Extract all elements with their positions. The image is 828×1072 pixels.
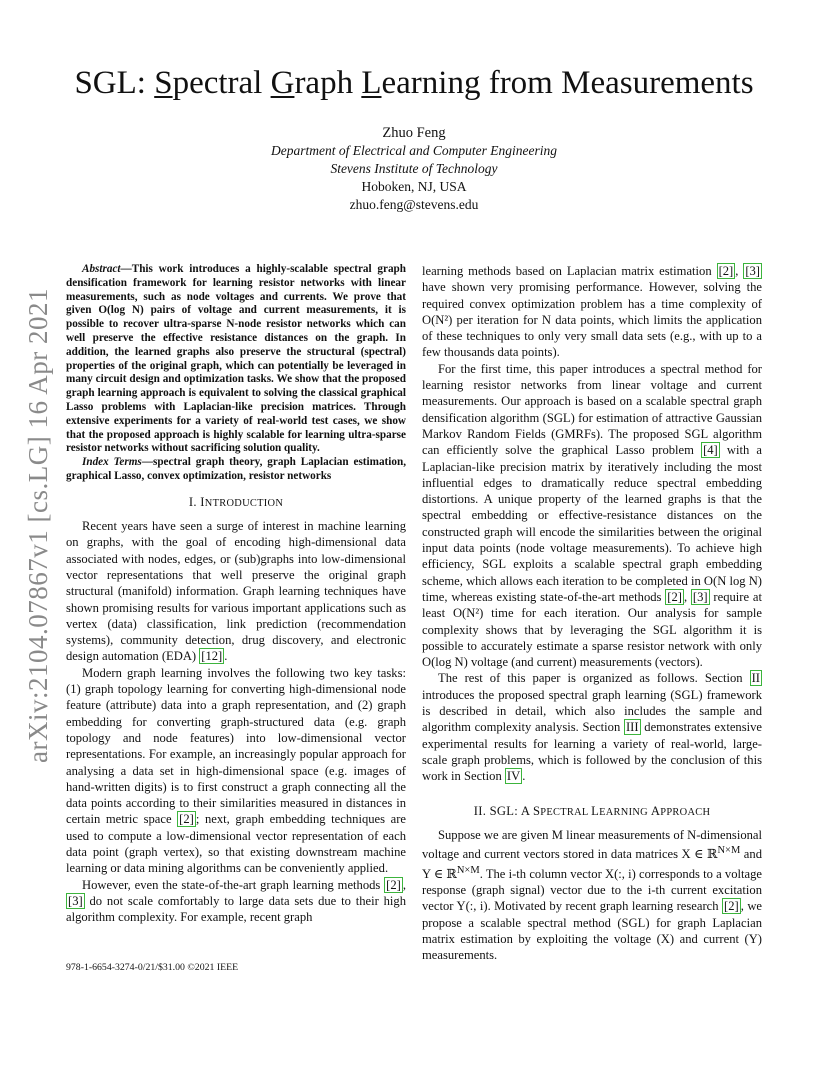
title-part: raph <box>294 65 362 101</box>
paragraph-text: . The i-th column vector X(:, i) corresponds to a voltage response (graph signal) vector due to the i-th current excitation vector Y(:, i). Motivated by recent graph learning research <box>422 866 762 914</box>
intro-paragraph-2 <box>66 665 406 877</box>
heading-text: II. SGL: A <box>473 803 533 818</box>
author-block <box>40 124 788 214</box>
left-column <box>66 263 406 925</box>
paragraph-text: The rest of this paper is organized as follows. Section <box>438 671 750 686</box>
paragraph-text: , <box>402 877 406 892</box>
citation-link[interactable]: [3] <box>692 589 708 604</box>
paragraph-text: introduces the proposed spectral graph learning (SGL) framework is described in detail, which also includes the sample and algorithm complexity analysis. Section <box>422 687 762 735</box>
citation-link[interactable]: [2] <box>724 899 739 914</box>
paragraph-text: demonstrates extensive experimental results for learning a variety of real-world, large-scale graph problems, which is followed by the conclusion of this work in Section <box>422 720 762 784</box>
abstract-text: —This work introduces a highly-scalable spectral graph densification framework for learning resistor networks with linear measurements, such as node voltages and currents. We prove that given O(log N) pairs of voltage and current measurements, it is possible to recover ultra-sparse N-node resistor networks which can well preserve the effective resistance distances on the graph. In addition, the learned graphs also preserve the structural (spectral) properties of the original graph, which can potentially be leveraged in many circuit design and optimization tasks. We show that the proposed graph learning approach is equivalent to solving the classical graphical Lasso problems with Laplacian-like precision matrices. Through extensive experiments for a variety of real-world test cases, we show that the proposed approach is highly scalable for learning ultra-sparse resistor networks without sacrificing solution quality. <box>66 263 406 455</box>
paragraph-text: Recent years have seen a surge of interest in machine learning on graphs, with the goal of encoding high-dimensional data associated with nodes, edges, or (sub)graphs into low-dimensional vector representations that well preserve the original graph structural (manifold) information. Graph learning techniques have shown promising results for various important applications such as vertex (data) classification, link prediction (recommendation systems), community detection, drug discovery, and electronic design automation (EDA) <box>66 519 406 664</box>
paragraph-text: ; next, graph embedding techniques are used to compute a low-dimensional vector representation of each data point (graph vertex), so that existing downstream machine learning or data mining algorithms can be conveniently applied. <box>66 812 406 876</box>
citation-link[interactable]: [2] <box>718 264 734 278</box>
intro-paragraph-4 <box>422 263 762 361</box>
citation-link[interactable]: [3] <box>745 264 760 278</box>
author-email: zhuo.feng@stevens.edu <box>349 197 479 212</box>
citation-link[interactable]: [2] <box>386 877 401 892</box>
heading-text: S <box>532 803 541 818</box>
paragraph-text: , <box>683 589 691 604</box>
section-heading-introduction <box>66 494 406 512</box>
heading-smallcaps: PPROACH <box>660 806 711 818</box>
paragraph-text: . <box>224 649 228 664</box>
paragraph-text: , we propose a scalable spectral method (SGL) for graph Laplacian matrix estimation by exploiting the voltage (X) and current (Y) measurements. <box>422 899 763 963</box>
paragraph-text: with a Laplacian-like precision matrix by iteratively including the most influential edges to dramatically reduce spectral embedding distortions. A unique property of the learned graphs is that the spectral embedding or effective-resistance distances on the constructed graph will encode the similarities between the original input data points (node voltage measurements). To achieve high efficiency, SGL exploits a scalable spectral graph embedding scheme, which allows each iteration to be completed in O(N log N) time, whereas existing state-of-the-art methods <box>422 443 762 604</box>
abstract-label: Abstract <box>82 263 121 275</box>
citation-link[interactable]: [3] <box>68 893 83 908</box>
author-institute: Stevens Institute of Technology <box>330 161 498 176</box>
paragraph-text: , <box>735 264 744 278</box>
heading-text: A <box>650 803 661 818</box>
paragraph-text: Suppose we are given M linear measurements of N-dimensional voltage and current vectors stored in data matrices X ∈ ℝ <box>422 827 762 862</box>
heading-number: I. <box>188 494 201 509</box>
paragraph-text: For the first time, this paper introduces a spectral method for learning resistor networks from linear voltage and current measurements. Our approach is based on a scalable spectral graph densification algorithm (SGL) for estimation of attractive Gaussian Markov Random Fields (GMRFs). The proposed SGL algorithm can efficiently solve the graphical Lasso problem <box>422 361 762 458</box>
paper-title <box>40 64 788 104</box>
index-terms-label: Index Terms <box>82 456 142 469</box>
intro-paragraph-5 <box>422 361 762 671</box>
paragraph-text: However, even the state-of-the-art graph learning methods <box>82 877 385 892</box>
heading-smallcaps: EARNING <box>599 806 651 818</box>
intro-paragraph-3 <box>66 877 406 926</box>
heading-first-letter: I <box>200 494 205 509</box>
index-terms <box>66 456 406 484</box>
author-location: Hoboken, NJ, USA <box>361 179 467 194</box>
title-part: G <box>270 65 295 101</box>
intro-paragraph-6 <box>422 670 762 784</box>
heading-smallcaps: PECTRAL <box>540 806 592 818</box>
title-part: S <box>154 65 173 101</box>
author-department: Department of Electrical and Computer Engineering <box>270 143 558 158</box>
paragraph-text: and Y ∈ ℝ <box>422 847 762 881</box>
title-part: SGL: <box>74 65 155 101</box>
section-link[interactable]: II <box>751 671 760 686</box>
right-column <box>422 263 762 964</box>
superscript: N×M <box>456 864 480 876</box>
paragraph-text: learning methods based on Laplacian matrix estimation <box>422 264 717 278</box>
superscript: N×M <box>717 845 741 857</box>
title-part: earning from Measurements <box>381 65 754 101</box>
heading-smallcaps: NTRODUCTION <box>204 497 284 509</box>
citation-link[interactable]: [4] <box>703 443 718 458</box>
paragraph-text: . <box>522 769 526 784</box>
section-link[interactable]: III <box>625 720 639 735</box>
intro-paragraph-1 <box>66 518 406 665</box>
citation-link[interactable]: [2] <box>667 589 682 604</box>
citation-link[interactable]: [2] <box>179 812 194 827</box>
sgl-paragraph-1 <box>422 827 762 964</box>
paragraph-text: Modern graph learning involves the following two key tasks: (1) graph topology learning for converting high-dimensional node feature (attribute) data into a graph representation, and (2) graph embedding for converting graph-structured data (e.g. graph topology and node features) into low-dimensional vector representations. For example, an increasingly popular approach for analysing a data set in high-dimensional space (e.g. images of hand-written digits) is to first construct a graph connecting all the data points according to their similarities measured in distances in certain metric space <box>66 665 406 827</box>
arxiv-sidebar-stamp <box>20 287 56 763</box>
abstract <box>66 263 406 456</box>
heading-text: L <box>591 803 600 818</box>
citation-link[interactable]: [12] <box>201 649 223 664</box>
copyright-footnote: 978-1-6654-3274-0/21/$31.00 ©2021 IEEE <box>66 962 239 973</box>
section-heading-sgl <box>422 803 762 821</box>
section-link[interactable]: IV <box>506 769 521 784</box>
title-part: L <box>361 65 382 101</box>
paragraph-text: do not scale comfortably to large data sets due to their high algorithm complexity. For example, recent graph <box>66 893 406 925</box>
paragraph-text: require at least O(N²) time for each iteration. Our analysis for sample complexity shows that by leveraging the SGL algorithm it is possible to accurately estimate a sparse resistor network with only O(log N) voltage (and current) measurements (vectors). <box>422 589 762 670</box>
title-part: pectral <box>172 65 271 101</box>
index-terms-text: —spectral graph theory, graph Laplacian estimation, graphical Lasso, convex optimization, resistor networks <box>66 456 406 482</box>
arxiv-id-text: arXiv:2104.07867v1 [cs.LG] 16 Apr 2021 <box>22 287 53 763</box>
paragraph-text: have shown very promising performance. However, solving the required convex optimization problem has a time complexity of O(N²) per iteration for N data points, which limits the application of these techniques to only very small data sets (e.g., with up to a few thousands data points). <box>422 280 762 360</box>
author-name: Zhuo Feng <box>382 125 446 141</box>
